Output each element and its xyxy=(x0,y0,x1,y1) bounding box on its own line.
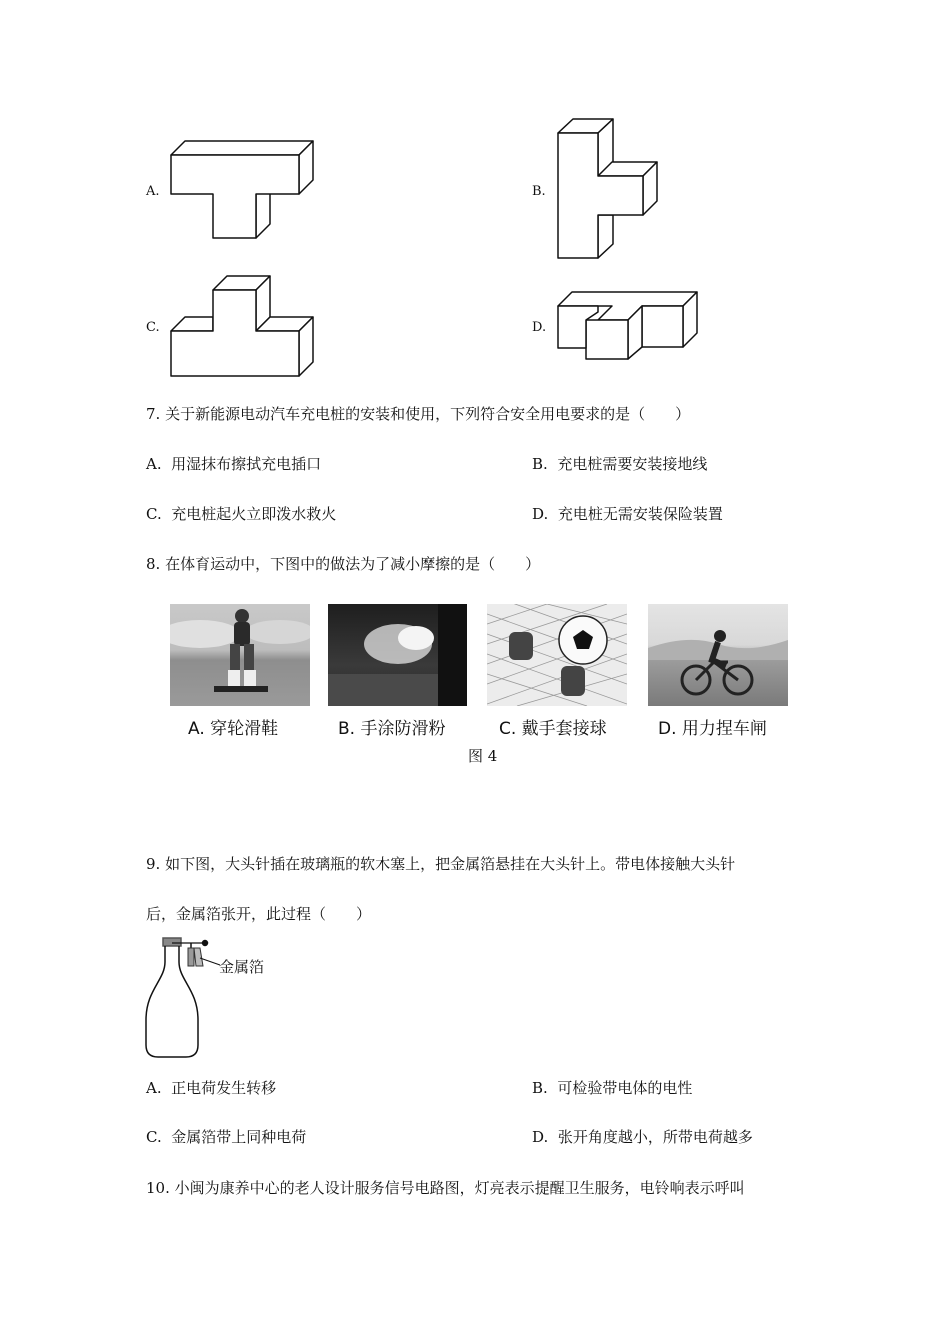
q7-stem: 7. 关于新能源电动汽车充电桩的安装和使用，下列符合安全用电要求的是（ ） xyxy=(146,405,691,423)
figure-4-label: 图 4 xyxy=(468,747,498,765)
option-text: 张开角度越小，所带电荷越多 xyxy=(557,1128,753,1146)
q8-stem: 8. 在体育运动中，下图中的做法为了减小摩擦的是（ ） xyxy=(146,555,541,573)
caption-d: D. 用力捏车闸 xyxy=(658,719,767,739)
option-label: A. xyxy=(146,1079,162,1097)
option-label: D. xyxy=(532,505,549,523)
option-text: 充电桩需要安装接地线 xyxy=(557,455,708,473)
caption-b: B. 手涂防滑粉 xyxy=(338,719,446,739)
option-label: C. xyxy=(146,505,162,523)
caption-a: A. 穿轮滑鞋 xyxy=(188,719,279,739)
option-text: 金属箔带上同种电荷 xyxy=(171,1128,307,1146)
q10-stem: 10. 小闽为康养中心的老人设计服务信号电路图，灯亮表示提醒卫生服务，电铃响表示呼叫 xyxy=(146,1179,745,1197)
q6-option-a-label: A. xyxy=(146,184,160,199)
q9-option-a xyxy=(146,1078,276,1098)
q9-option-d xyxy=(532,1127,753,1147)
option-text: 可检验带电体的电性 xyxy=(557,1079,693,1097)
option-label: B. xyxy=(532,455,548,473)
q9-option-b xyxy=(532,1078,692,1098)
option-label: A. xyxy=(146,455,162,473)
q6-option-b-label: B. xyxy=(532,184,546,199)
q9-stem-line1: 9. 如下图，大头针插在玻璃瓶的软木塞上，把金属箔悬挂在大头针上。带电体接触大头针 xyxy=(146,855,736,873)
option-text: 充电桩起火立即泼水救火 xyxy=(171,505,337,523)
option-text: 充电桩无需安装保险装置 xyxy=(557,505,723,523)
q9-stem-line2: 后，金属箔张开，此过程（ ） xyxy=(146,905,372,923)
option-label: D. xyxy=(532,1128,549,1146)
option-label: B. xyxy=(532,1079,548,1097)
caption-c: C. 戴手套接球 xyxy=(499,719,607,739)
q6-option-c-label: C. xyxy=(146,320,160,335)
option-label: C. xyxy=(146,1128,162,1146)
metal-foil-label: 金属箔 xyxy=(219,958,265,976)
option-text: 用湿抹布擦拭充电插口 xyxy=(171,455,322,473)
q9-option-c xyxy=(146,1127,306,1147)
option-text: 正电荷发生转移 xyxy=(171,1079,277,1097)
q6-option-d-label: D. xyxy=(532,320,547,335)
